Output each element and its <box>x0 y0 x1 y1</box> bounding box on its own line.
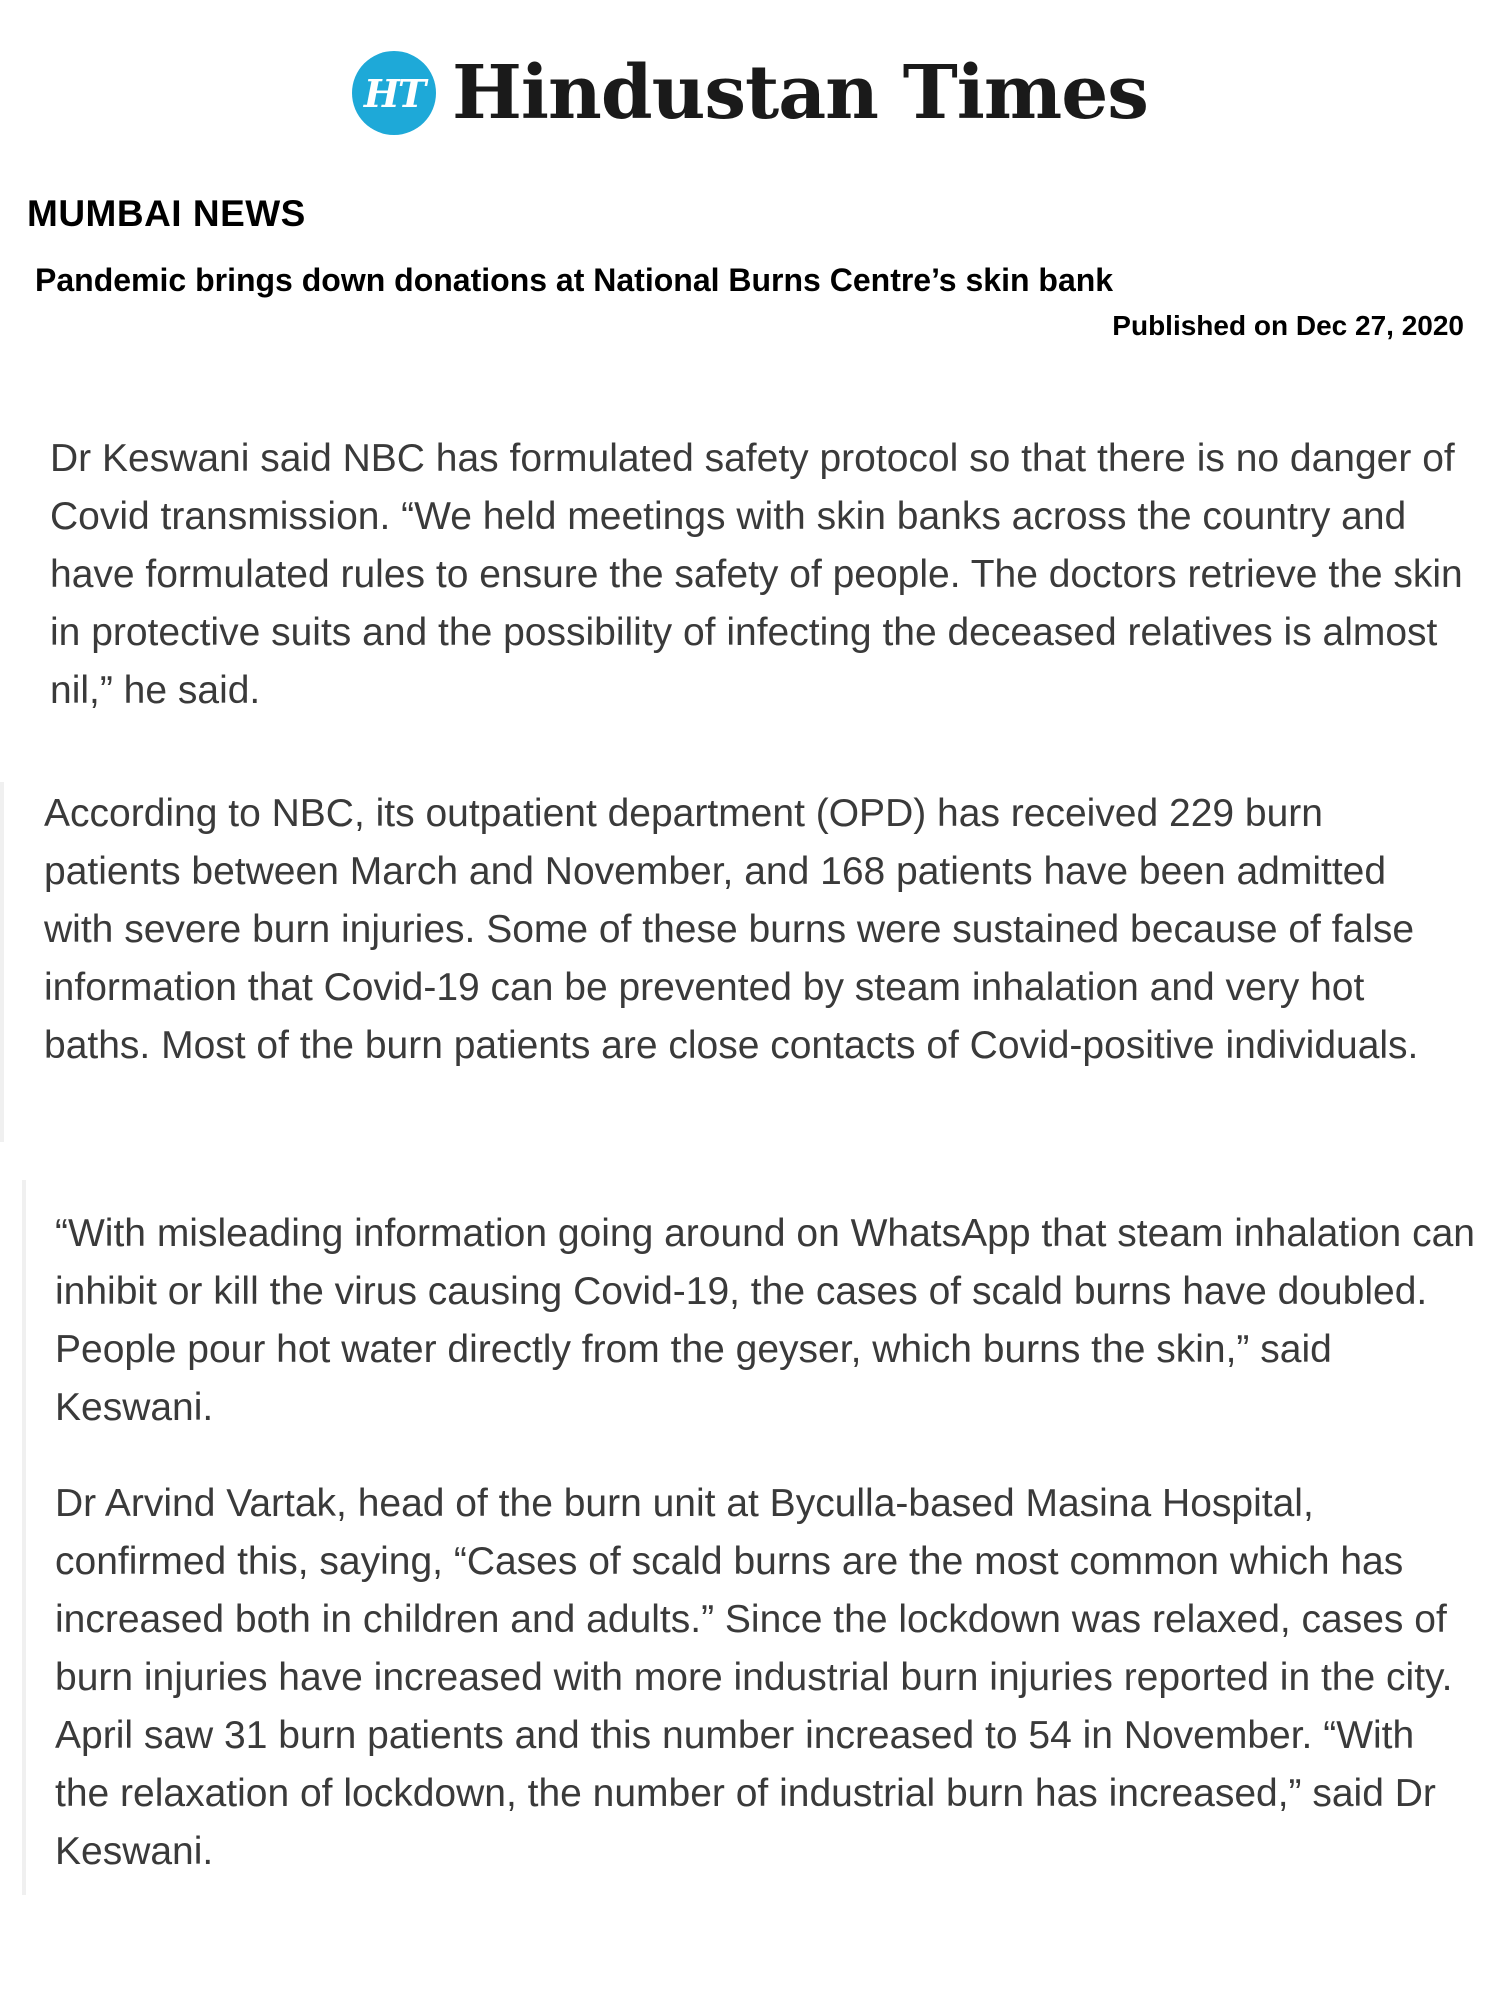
clipping-edge-divider <box>22 1180 26 1895</box>
clipping-edge-divider <box>0 782 4 1142</box>
article-paragraph: “With misleading information going around on WhatsApp that steam inhalation can inhibit or kill the virus causing Covid-19, the cases of scald burns have doubled. People pour hot water directly from the geyser, which burns the skin,” said Keswani. <box>55 1212 1475 1429</box>
section-label: MUMBAI NEWS <box>27 193 306 234</box>
logo-badge-text: HT <box>363 70 425 116</box>
article-paragraph: According to NBC, its outpatient department (OPD) has received 229 burn patients between March and November, and 168 patients have been admitted with severe burn injuries. Some of these burns were sustained because of false information that Covid-19 can be prevented by steam inhalation and very hot baths. Most of the burn patients are close contacts of Covid-positive individuals. <box>44 792 1419 1067</box>
masthead-name: Hindustan Times <box>452 50 1148 136</box>
published-date: Published on Dec 27, 2020 <box>1112 310 1464 341</box>
article-paragraph: Dr Keswani said NBC has formulated safety protocol so that there is no danger of Covid transmission. “We held meetings with skin banks across the country and have formulated rules to ensure the safety of people. The doctors retrieve the skin in protective suits and the possibility of infecting the deceased relatives is almost nil,” he said. <box>50 437 1463 712</box>
masthead <box>0 38 1500 148</box>
article-headline: Pandemic brings down donations at National Burns Centre’s skin bank <box>35 262 1114 298</box>
ht-logo-badge <box>352 51 436 135</box>
article-paragraph: Dr Arvind Vartak, head of the burn unit at Byculla-based Masina Hospital, confirmed this, saying, “Cases of scald burns are the most common which has increased both in children and adults.” Since the lockdown was relaxed, cases of burn injuries have increased with more industrial burn injuries reported in the city. April saw 31 burn patients and this number increased to 54 in November. “With the relaxation of lockdown, the number of industrial burn has increased,” said Dr Keswani. <box>55 1482 1453 1873</box>
